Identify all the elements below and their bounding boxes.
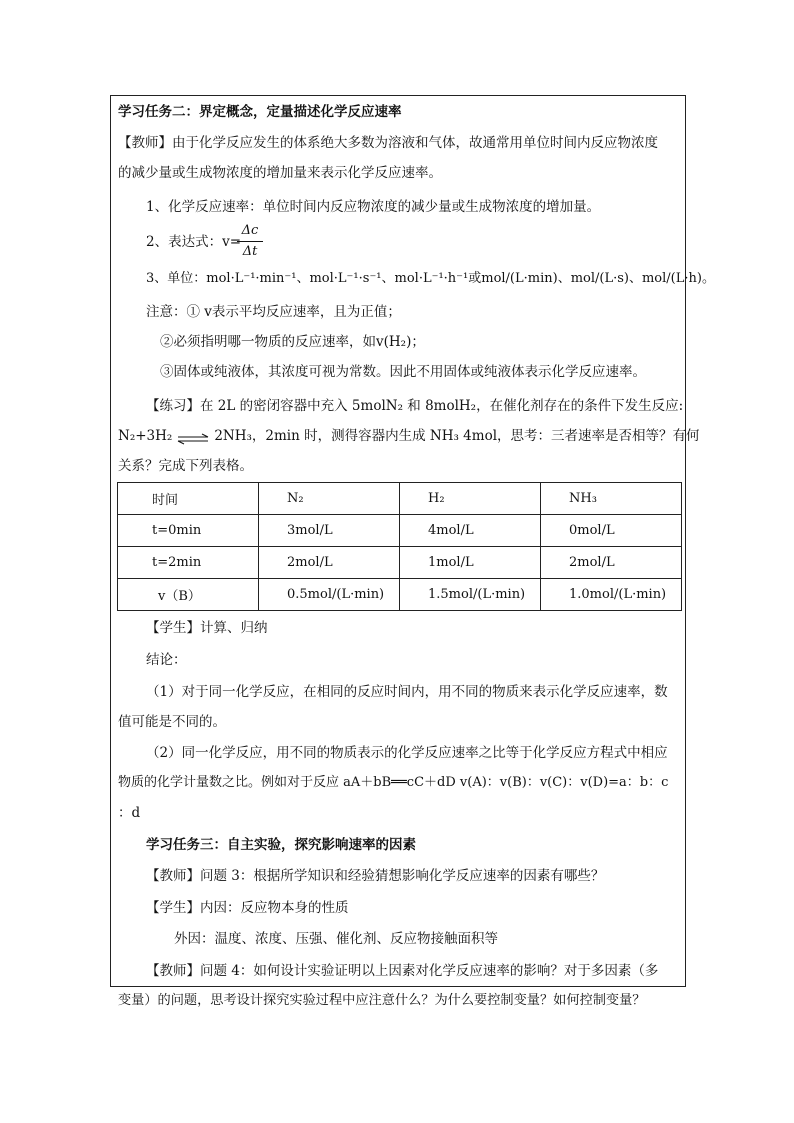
table-cell: 2mol/L: [541, 547, 682, 579]
fraction-numerator: Δc: [241, 223, 259, 238]
table-cell: 0mol/L: [541, 515, 682, 547]
table-header-row: [118, 483, 682, 515]
teacher-question-3: 【教师】问题 3：根据所学知识和经验猜想影响化学反应速率的因素有哪些？: [146, 868, 605, 884]
table-cell: 1.5mol/(L·min): [400, 579, 541, 611]
table-cell: 4mol/L: [400, 515, 541, 547]
table-cell: 0.5mol/(L·min): [259, 579, 400, 611]
table-row: [118, 579, 682, 611]
conclusion-2-line-3: ：d: [118, 805, 141, 821]
fraction-bar: [237, 241, 263, 242]
student-line-1: 【学生】计算、归纳: [146, 620, 268, 636]
task3-heading: 学习任务三：自主实验，探究影响速率的因素: [146, 837, 416, 853]
practice-line-1: 【练习】在 2L 的密闭容器中充入 5molN₂ 和 8molH₂，在催化剂存在的条件下发生反应:: [146, 398, 684, 414]
note-2: ②必须指明哪一物质的反应速率，如v(H₂)；: [160, 334, 425, 350]
item-2-label: 2、表达式：v=: [146, 234, 242, 250]
practice-line-2: [118, 426, 700, 446]
fraction-denominator: Δt: [242, 244, 258, 259]
reaction-left: N₂+3H₂: [118, 428, 173, 444]
conclusion-2-line-2: 物质的化学计量数之比。例如对于反应 aA＋bB══cC＋dD v(A)：v(B)：v(C)：v(D)=a：b：c: [118, 775, 669, 790]
conclusion-label: 结论：: [146, 652, 187, 668]
table-cell: t=2min: [118, 547, 259, 579]
item-3: 3、单位：mol·L⁻¹·min⁻¹、mol·L⁻¹·s⁻¹、mol·L⁻¹·h⁻¹或mol/(L·min)、mol/(L·s)、mol/(L·h)。: [146, 271, 715, 286]
rate-table: [117, 482, 682, 611]
table-cell: 3mol/L: [259, 515, 400, 547]
note-3: ③固体或纯液体，其浓度可视为常数。因此不用固体或纯液体表示化学反应速率。: [160, 364, 646, 380]
practice-line-3: 关系？完成下列表格。: [118, 458, 253, 474]
item-1: 1、化学反应速率：单位时间内反应物浓度的减少量或生成物浓度的增加量。: [146, 199, 601, 215]
table-cell: 1.0mol/(L·min): [541, 579, 682, 611]
teacher-line-2: 的减少量或生成物浓度的增加量来表示化学反应速率。: [118, 165, 442, 181]
table-row: [118, 547, 682, 579]
table-cell: v（B）: [118, 579, 259, 611]
reversible-arrow-icon: [176, 431, 210, 443]
task2-heading: 学习任务二：界定概念，定量描述化学反应速率: [118, 104, 402, 120]
teacher-question-4-line-2: 变量）的问题，思考设计探究实验过程中应注意什么？为什么要控制变量？如何控制变量？: [118, 993, 646, 1008]
rate-fraction: [237, 222, 263, 261]
reaction-right: 2NH₃，2min 时，测得容器内生成 NH₃ 4mol，思考：三者速率是否相等？有何: [214, 428, 700, 444]
table-header-cell: H₂: [400, 483, 541, 515]
table-header-cell: N₂: [259, 483, 400, 515]
table-cell: 2mol/L: [259, 547, 400, 579]
conclusion-1-line-2: 值可能是不同的。: [118, 714, 226, 730]
table-row: [118, 515, 682, 547]
student-external-factors: 外因：温度、浓度、压强、催化剂、反应物接触面积等: [174, 931, 498, 947]
conclusion-1-line-1: （1）对于同一化学反应，在相同的反应时间内，用不同的物质来表示化学反应速率，数: [146, 684, 668, 700]
note-1: 注意：① v表示平均反应速率，且为正值；: [146, 304, 401, 320]
teacher-question-4-line-1: 【教师】问题 4：如何设计实验证明以上因素对化学反应速率的影响？对于多因素（多: [146, 963, 659, 979]
table-header-cell: 时间: [118, 483, 259, 515]
table-cell: 1mol/L: [400, 547, 541, 579]
student-internal-factors: 【学生】内因：反应物本身的性质: [146, 900, 349, 916]
table-cell: t=0min: [118, 515, 259, 547]
table-header-cell: NH₃: [541, 483, 682, 515]
conclusion-2-line-1: （2）同一化学反应，用不同的物质表示的化学反应速率之比等于化学反应方程式中相应: [146, 745, 668, 761]
teacher-line-1: 【教师】由于化学反应发生的体系绝大多数为溶液和气体，故通常用单位时间内反应物浓度: [118, 135, 658, 151]
